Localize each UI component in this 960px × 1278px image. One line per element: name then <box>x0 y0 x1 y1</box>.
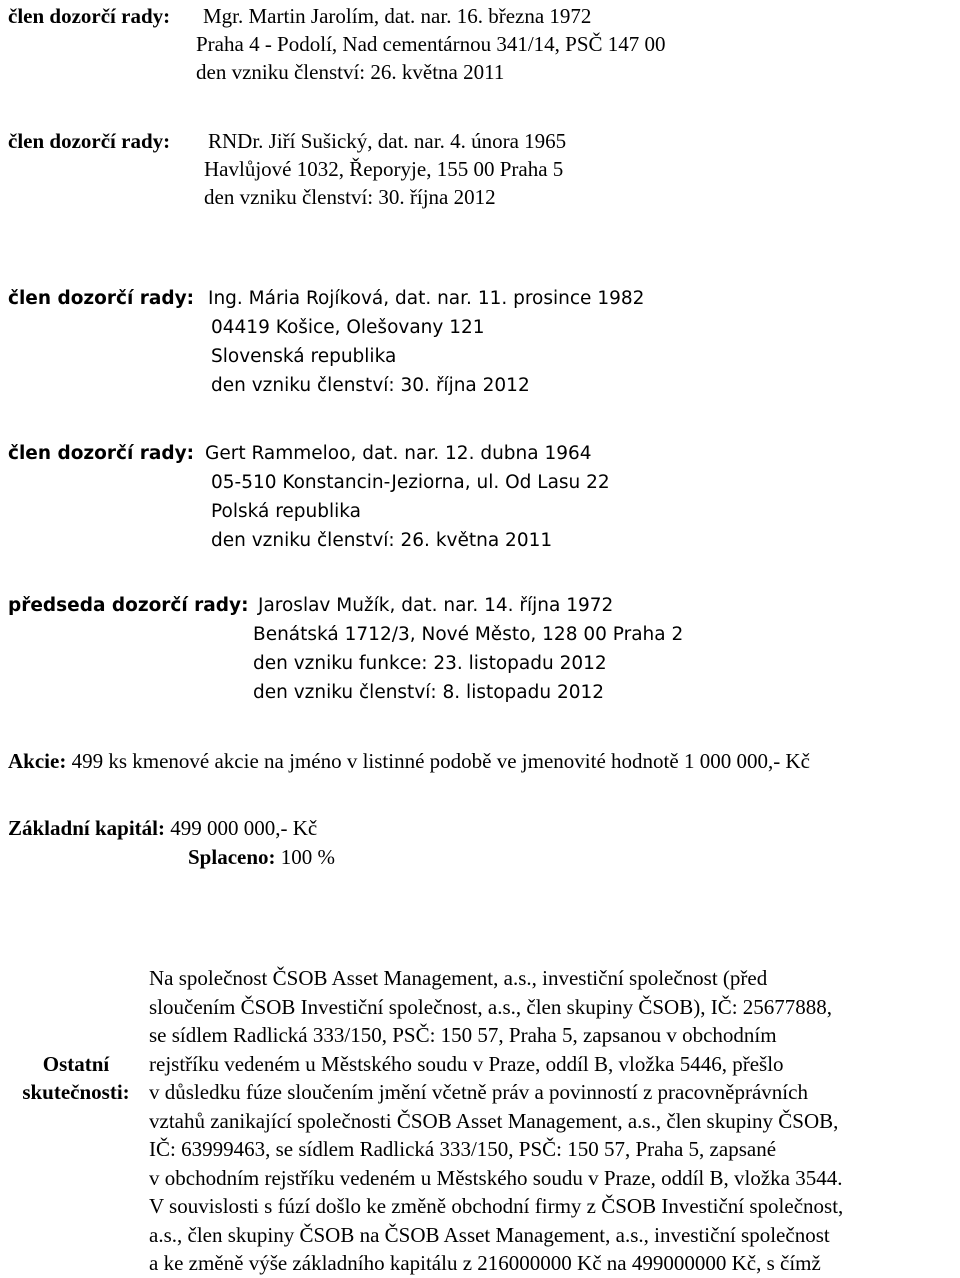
member-address: 05-510 Konstancin-Jeziorna, ul. Od Lasu 22 <box>211 472 610 493</box>
member-name: Gert Rammeloo, dat. nar. 12. dubna 1964 <box>205 443 592 464</box>
other-facts-line: IČ: 63999463, se sídlem Radlická 333/150, PSČ: 150 57, Praha 5, zapsané <box>149 1137 777 1161</box>
member-name: Ing. Mária Rojíková, dat. nar. 11. prosince 1982 <box>208 288 645 309</box>
member-role: člen dozorčí rady: <box>8 443 195 464</box>
other-facts-line: a.s., člen skupiny ČSOB na ČSOB Asset Management, a.s., investiční společnost <box>149 1222 830 1247</box>
member-role: člen dozorčí rady: <box>8 129 171 153</box>
other-facts-line: v obchodním rejstříku vedeném u Městského soudu v Praze, oddíl B, vložka 3544. <box>149 1165 843 1190</box>
capital-value: 499 000 000,- Kč <box>170 816 318 840</box>
shares-value: 499 ks kmenové akcie na jméno v listinné podobě ve jmenovité hodnotě 1 000 000,- Kč <box>71 749 810 773</box>
member-name: Mgr. Martin Jarolím, dat. nar. 16. března 1972 <box>203 4 592 28</box>
other-facts-line: a ke změně výše základního kapitálu z 216000000 Kč na 499000000 Kč, s čímž <box>149 1251 821 1275</box>
other-facts-line: vztahů zanikající společnosti ČSOB Asset Management, a.s., člen skupiny ČSOB, <box>149 1108 839 1133</box>
member-role: člen dozorčí rady: <box>8 288 195 309</box>
member-address: Praha 4 - Podolí, Nad cementárnou 341/14, PSČ 147 00 <box>196 32 666 56</box>
member-role: člen dozorčí rady: <box>8 4 171 28</box>
other-facts-line: V souvislosti s fúzí došlo ke změně obchodní firmy z ČSOB Investiční společnost, <box>149 1194 844 1218</box>
paid-line <box>188 843 335 871</box>
other-facts-line: sloučením ČSOB Investiční společnost, a.s., člen skupiny ČSOB), IČ: 25677888, <box>149 994 833 1019</box>
other-facts-label <box>8 1050 144 1106</box>
shares-line <box>8 747 810 775</box>
other-facts-line: rejstříku vedeném u Městského soudu v Praze, oddíl B, vložka 5446, přešlo <box>149 1051 784 1076</box>
member-since: den vzniku členství: 30. října 2012 <box>211 375 530 396</box>
chairman-name: Jaroslav Mužík, dat. nar. 14. října 1972 <box>258 595 614 616</box>
member-country: Polská republika <box>211 501 361 522</box>
member-name: RNDr. Jiří Sušický, dat. nar. 4. února 1965 <box>208 129 567 153</box>
member-since: den vzniku členství: 26. května 2011 <box>196 60 505 84</box>
shares-label: Akcie: <box>8 749 67 773</box>
capital-label: Základní kapitál: <box>8 816 165 840</box>
other-facts-text <box>149 964 957 1278</box>
other-facts-line: v důsledku fúze sloučením jmění včetně práv a povinností z pracovněprávních <box>149 1080 808 1104</box>
chairman-function-since: den vzniku funkce: 23. listopadu 2012 <box>253 653 607 674</box>
paid-value: 100 % <box>280 845 336 869</box>
member-address: Havlůjové 1032, Řeporyje, 155 00 Praha 5 <box>204 157 564 181</box>
other-facts-line: se sídlem Radlická 333/150, PSČ: 150 57, Praha 5, zapsanou v obchodním <box>149 1023 777 1047</box>
chairman-since: den vzniku členství: 8. listopadu 2012 <box>253 682 605 703</box>
chairman-role: předseda dozorčí rady: <box>8 595 249 616</box>
member-country: Slovenská republika <box>211 346 397 367</box>
capital-line <box>8 814 317 842</box>
chairman-address: Benátská 1712/3, Nové Město, 128 00 Praha 2 <box>253 624 684 645</box>
paid-label: Splaceno: <box>188 845 276 869</box>
member-since: den vzniku členství: 30. října 2012 <box>204 185 496 209</box>
other-facts-label-line2: skutečnosti: <box>22 1080 130 1104</box>
member-since: den vzniku členství: 26. května 2011 <box>211 530 553 551</box>
other-facts-label-line1: Ostatní <box>42 1052 110 1076</box>
other-facts-line: Na společnost ČSOB Asset Management, a.s., investiční společnost (před <box>149 966 768 990</box>
member-address: 04419 Košice, Olešovany 121 <box>211 317 485 338</box>
